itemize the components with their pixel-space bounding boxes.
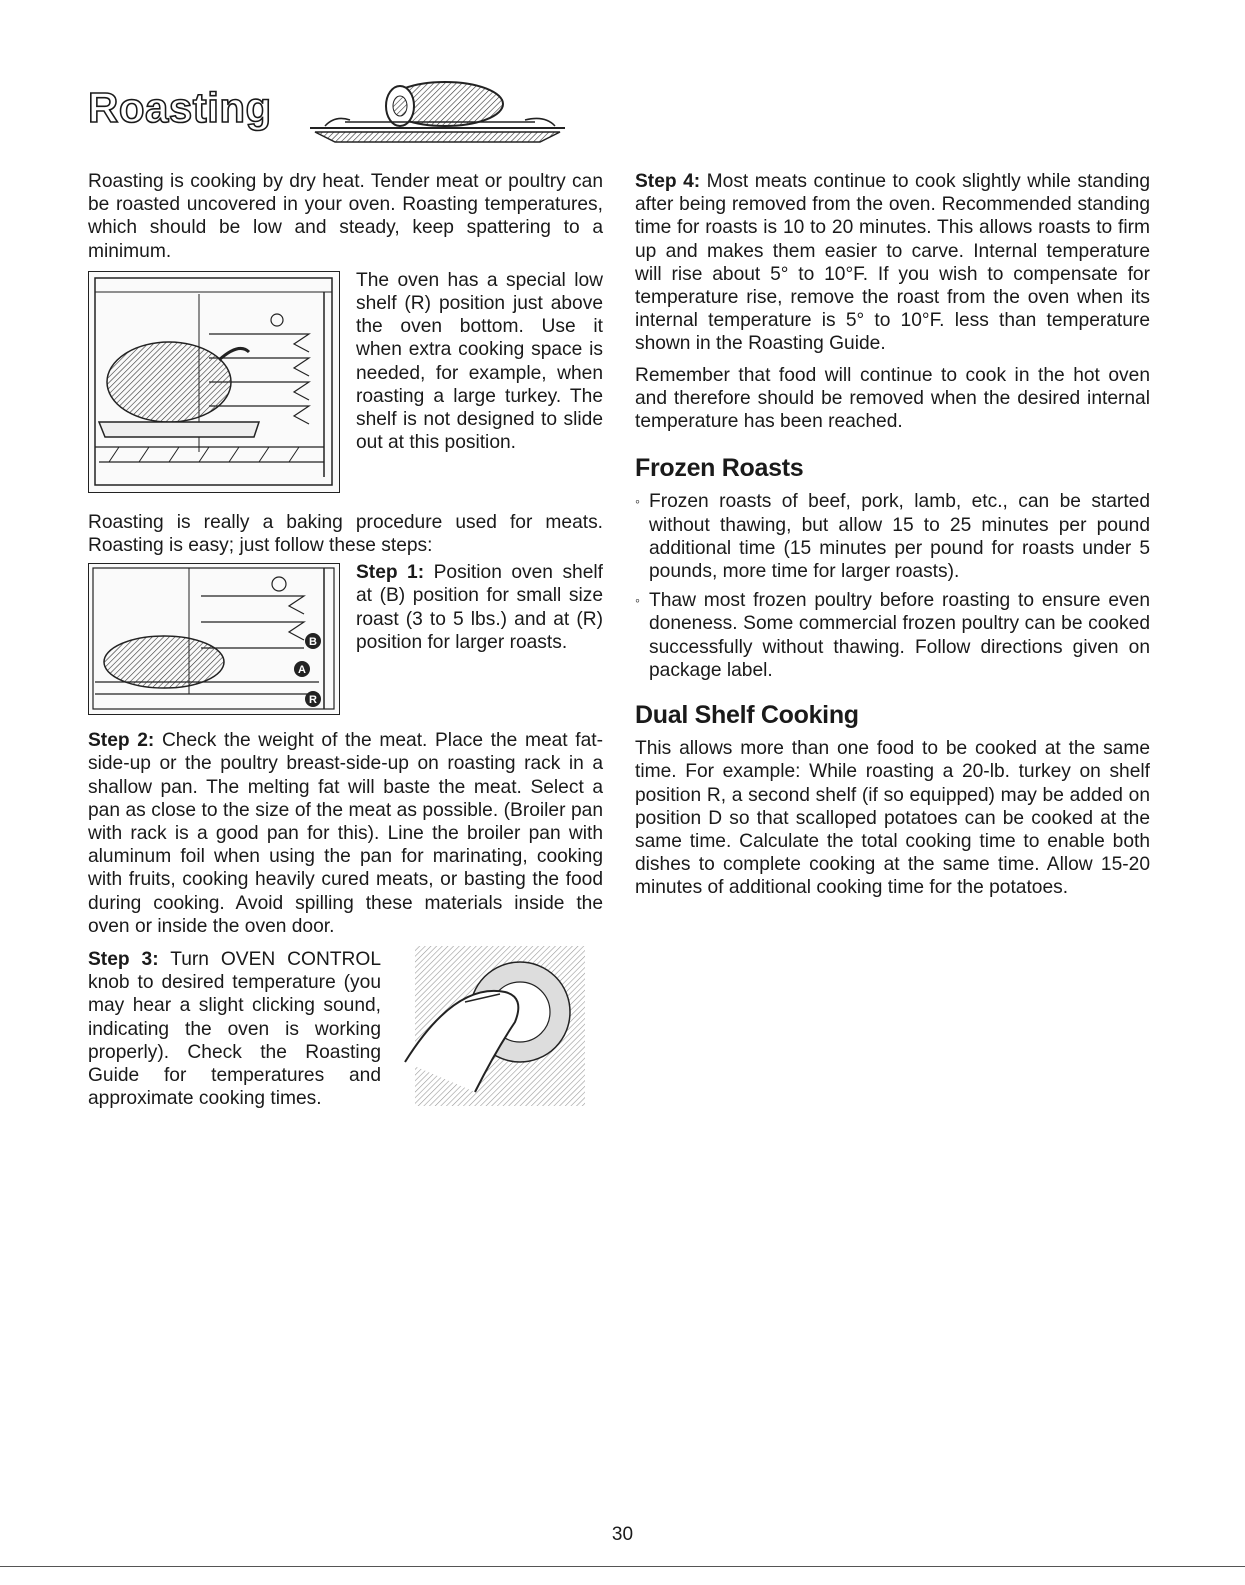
shelf-label-a: A	[298, 664, 306, 677]
list-item: ◦ Thaw most frozen poultry before roasting to ensure even doneness. Some commercial frozen poultry can be cooked successfully without thawing. Follow directions given on package label.	[635, 589, 1150, 682]
step1-label: Step 1:	[356, 562, 425, 584]
dual-shelf-heading: Dual Shelf Cooking	[635, 701, 859, 730]
intro-paragraph: Roasting is cooking by dry heat. Tender meat or poultry can be roasted uncovered in your oven. Roasting temperatures, which should be low and steady, keep spattering to a minimum.	[88, 171, 603, 262]
page-number: 30	[611, 1524, 634, 1545]
low-shelf-paragraph: The oven has a special low shelf (R) position just above the oven bottom. Use it when extra cooking space is needed, for example, when roasting a large turkey. The shelf is not designed to slide out at this position.	[356, 269, 603, 454]
frozen-roasts-list	[635, 490, 1150, 682]
roast-shelf-figure	[88, 563, 340, 715]
frozen-roasts-heading: Frozen Roasts	[635, 454, 804, 483]
procedure-paragraph: Roasting is really a baking procedure used for meats. Roasting is easy; just follow these steps:	[88, 511, 603, 557]
dual-shelf-paragraph: This allows more than one food to be cooked at the same time. For example: While roasting a 20-lb. turkey on shelf position R, a second shelf (if so equipped) may be added on position D so that scalloped potatoes can be cooked at the same time. Calculate the total cooking time to enable both dishes to complete cooking at the same time. Allow 15-20 minutes of additional cooking time for the potatoes.	[635, 738, 1150, 899]
remember-paragraph: Remember that food will continue to cook in the hot oven and therefore should be removed when the desired internal temperature has been reached.	[635, 364, 1150, 433]
step4-paragraph	[635, 170, 1150, 356]
step2-label: Step 2:	[88, 730, 155, 752]
step1-text: Position oven shelf at (B) position for small size roast (3 to 5 lbs.) and at (R) position for larger roasts.	[356, 562, 603, 653]
step3-label: Step 3:	[88, 949, 159, 971]
step2-paragraph	[88, 729, 603, 938]
turkey-oven-figure	[88, 271, 340, 493]
shelf-label-r: R	[309, 694, 317, 707]
bottom-divider	[0, 1566, 1245, 1567]
right-column	[635, 170, 1150, 900]
roast-pan-illustration	[305, 70, 570, 150]
list-item: ◦ Frozen roasts of beef, pork, lamb, etc., can be started without thawing, but allow 15 to 25 minutes per pound additional time (15 minutes per pound for roasts under 5 pounds, more time for larger roasts).	[635, 490, 1150, 583]
page-title: Roasting	[88, 84, 272, 131]
step4-label: Step 4:	[635, 171, 701, 192]
step3-text: Turn OVEN CONTROL knob to desired temperature (you may hear a slight clicking sound, indicating the oven is working properly). Check the Roasting Guide for temperatures and approximate cooking times.	[88, 949, 381, 1110]
shelf-label-b: B	[309, 636, 317, 649]
oven-knob-figure	[395, 942, 587, 1110]
step4-text: Most meats continue to cook slightly while standing after being removed from the oven. Recommended standing time for roasts is 10 to 20 minutes. This allows roasts to firm up and makes them easier to carve. Internal temperature will rise about 5° to 10°F. If you wish to compensate for temperature rise, remove the roast from the oven when its internal temperature is 5° to 10°F. less than temperature shown in the Roasting Guide.	[635, 171, 1151, 355]
step2-text: Check the weight of the meat. Place the meat fat-side-up or the poultry breast-side-up on roasting rack in a shallow pan. The melting fat will baste the meat. Select a pan as close to the size of the meat as possible. (Broiler pan with rack is a good pan for this). Line the broiler pan with aluminum foil when using the pan for marinating, cooking with fruits, cooking heavily cured meats, or basting the food during cooking. Avoid spilling these materials inside the oven or inside the oven door.	[88, 730, 603, 937]
left-column	[88, 170, 603, 1110]
